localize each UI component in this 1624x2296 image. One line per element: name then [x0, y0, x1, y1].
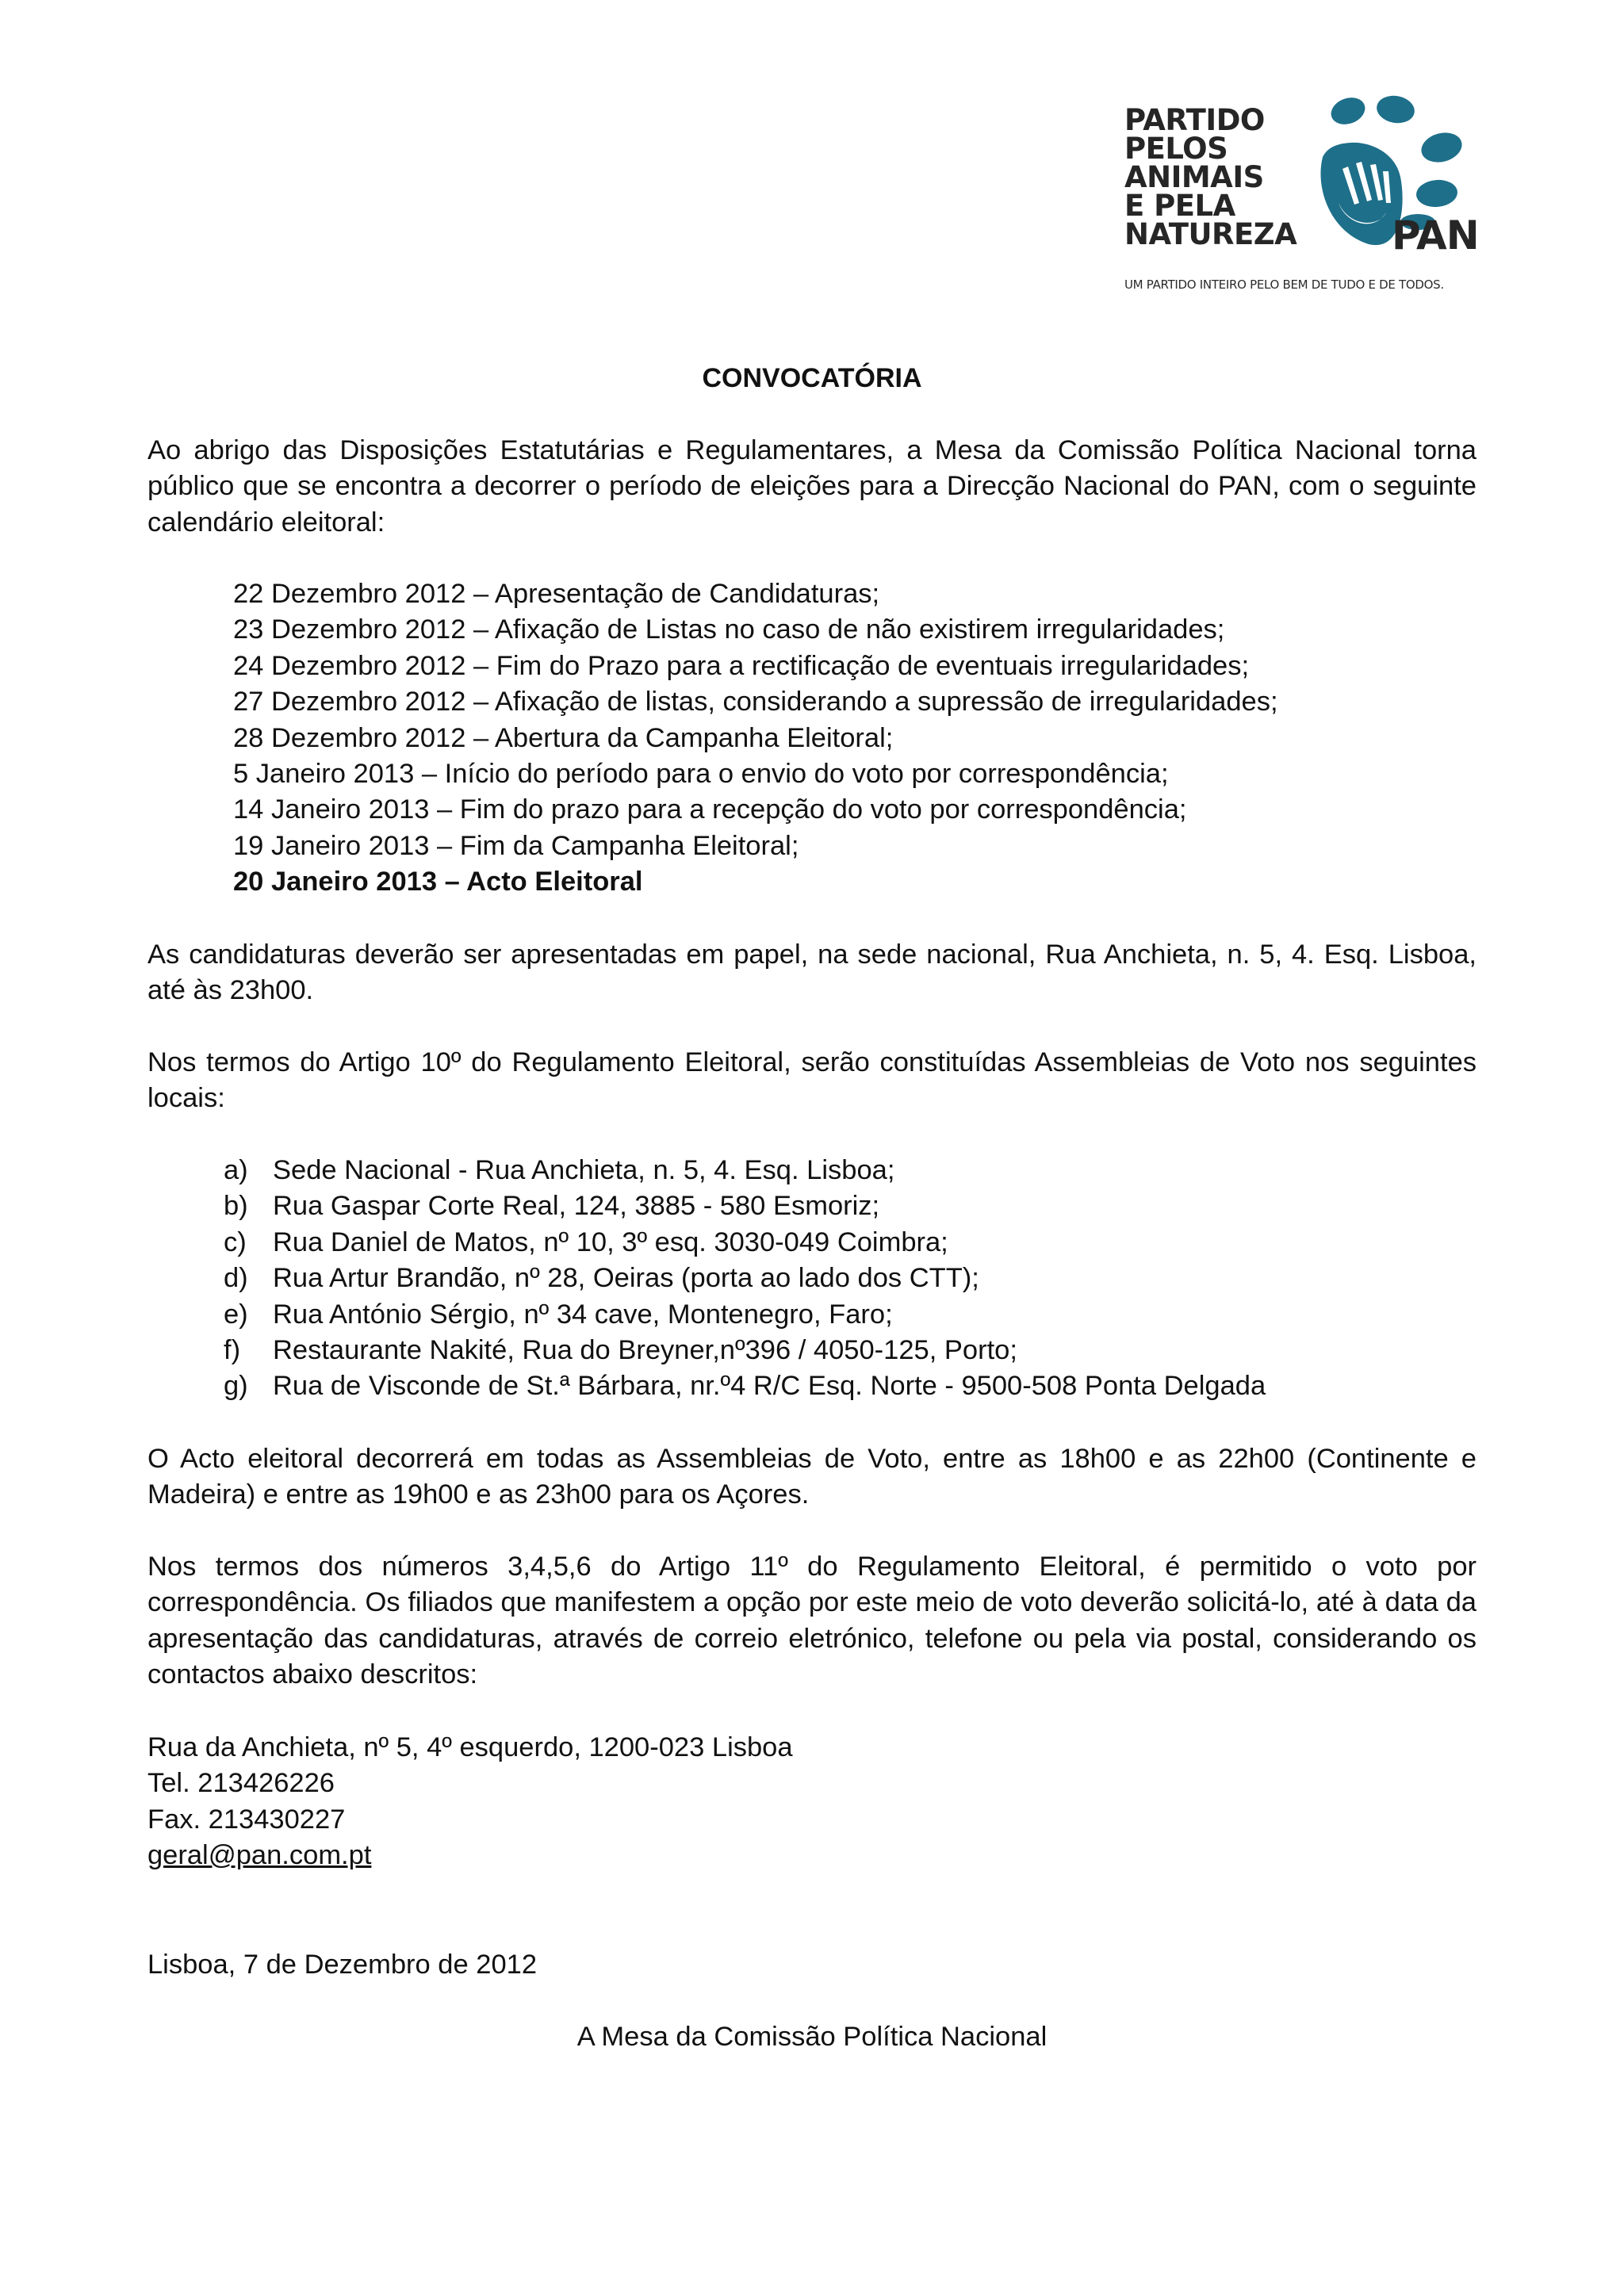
contacts-block: [147, 1730, 1477, 1874]
logo-abbr: PAN: [1392, 212, 1479, 258]
calendar-item: 23 Dezembro 2012 – Afixação de Listas no caso de não existirem irregularidades;: [233, 614, 1225, 645]
voting-locations-list: [224, 1153, 1266, 1405]
location-text: Rua Daniel de Matos, nº 10, 3º esq. 3030-049 Coimbra;: [273, 1226, 948, 1257]
hours-paragraph: O Acto eleitoral decorrerá em todas as Assembleias de Voto, entre as 18h00 e as 22h00 (Continente e Madeira) e entre as 19h00 e as 23h00 para os Açores.: [147, 1444, 1477, 1510]
logo-name-line: PELOS: [1124, 132, 1228, 166]
date-place: Lisboa, 7 de Dezembro de 2012: [147, 1950, 538, 1980]
location-marker: f): [224, 1335, 241, 1366]
location-item: [224, 1368, 1266, 1404]
calendar-item: 14 Janeiro 2013 – Fim do prazo para a recepção do voto por correspondência;: [233, 794, 1187, 825]
submission-paragraph: As candidaturas deverão ser apresentadas em papel, na sede nacional, Rua Anchieta, n. 5, 4. Esq. Lisboa, até às 23h00.: [147, 939, 1477, 1006]
logo-name-line: NATUREZA: [1124, 217, 1297, 251]
calendar-item: 5 Janeiro 2013 – Início do período para o envio do voto por correspondência;: [233, 759, 1169, 790]
location-marker: g): [224, 1371, 248, 1402]
location-text: Rua Artur Brandão, nº 28, Oeiras (porta ao lado dos CTT);: [273, 1263, 979, 1294]
calendar-item: 22 Dezembro 2012 – Apresentação de Candidaturas;: [233, 579, 880, 609]
location-item: [224, 1153, 1266, 1188]
contact-fax: Fax. 213430227: [147, 1804, 346, 1835]
calendar-item: 24 Dezembro 2012 – Fim do Prazo para a rectificação de eventuais irregularidades;: [233, 650, 1250, 681]
calendar-item: 27 Dezembro 2012 – Afixação de listas, considerando a supressão de irregularidades;: [233, 687, 1278, 718]
location-text: Sede Nacional - Rua Anchieta, n. 5, 4. Esq. Lisboa;: [273, 1155, 895, 1185]
logo-name-line: ANIMAIS: [1124, 160, 1264, 194]
location-text: Rua António Sérgio, nº 34 cave, Montenegro, Faro;: [273, 1299, 893, 1330]
postal-vote-paragraph: Nos termos dos números 3,4,5,6 do Artigo 11º do Regulamento Eleitoral, é permitido o voto por correspondência. Os filiados que manifestem a opção por este meio de voto deverão solicitá-lo, até à data da apresentação das candidaturas, através de correio eletrónico, telefone ou pela via postal, considerando os contactos abaixo descritos:: [147, 1552, 1477, 1690]
signature: A Mesa da Comissão Política Nacional: [576, 2022, 1048, 2052]
location-marker: b): [224, 1191, 248, 1222]
location-marker: e): [224, 1299, 248, 1330]
intro-paragraph: Ao abrigo das Disposições Estatutárias e Regulamentares, a Mesa da Comissão Política Nacional torna público que se encontra a decorrer o período de eleições para a Direcção Nacional do PAN, com o seguinte calendário eleitoral:: [147, 435, 1477, 538]
logo-name-line: E PELA: [1124, 189, 1235, 223]
location-text: Restaurante Nakité, Rua do Breyner,nº396 / 4050-125, Porto;: [273, 1335, 1017, 1366]
election-calendar: [233, 576, 1278, 901]
location-marker: c): [224, 1226, 247, 1257]
contact-tel: Tel. 213426226: [147, 1768, 335, 1799]
logo-tagline: UM PARTIDO INTEIRO PELO BEM DE TUDO E DE TODOS.: [1124, 277, 1444, 292]
location-item: [224, 1188, 1266, 1224]
location-marker: d): [224, 1263, 248, 1294]
calendar-item: 19 Janeiro 2013 – Fim da Campanha Eleitoral;: [233, 830, 799, 861]
location-item: [224, 1225, 1266, 1261]
contact-address: Rua da Anchieta, nº 5, 4º esquerdo, 1200-023 Lisboa: [147, 1732, 793, 1762]
calendar-item: 28 Dezembro 2012 – Abertura da Campanha Eleitoral;: [233, 722, 894, 753]
assemblies-intro-paragraph: Nos termos do Artigo 10º do Regulamento Eleitoral, serão constituídas Assembleias de Voto nos seguintes locais:: [147, 1047, 1477, 1114]
location-text: Rua de Visconde de St.ª Bárbara, nr.º4 R/C Esq. Norte - 9500-508 Ponta Delgada: [273, 1371, 1266, 1402]
calendar-item-election-day: 20 Janeiro 2013 – Acto Eleitoral: [233, 867, 643, 897]
logo-party-name: [1124, 103, 1297, 251]
location-text: Rua Gaspar Corte Real, 124, 3885 - 580 Esmoriz;: [273, 1191, 880, 1222]
document-title: CONVOCATÓRIA: [702, 363, 922, 393]
location-item: [224, 1297, 1266, 1333]
pan-logo: [1124, 94, 1489, 300]
location-item: [224, 1261, 1266, 1296]
contact-email-link[interactable]: geral@pan.com.pt: [147, 1840, 372, 1871]
location-marker: a): [224, 1155, 248, 1185]
logo-name-line: PARTIDO: [1124, 103, 1265, 137]
location-item: [224, 1333, 1266, 1368]
